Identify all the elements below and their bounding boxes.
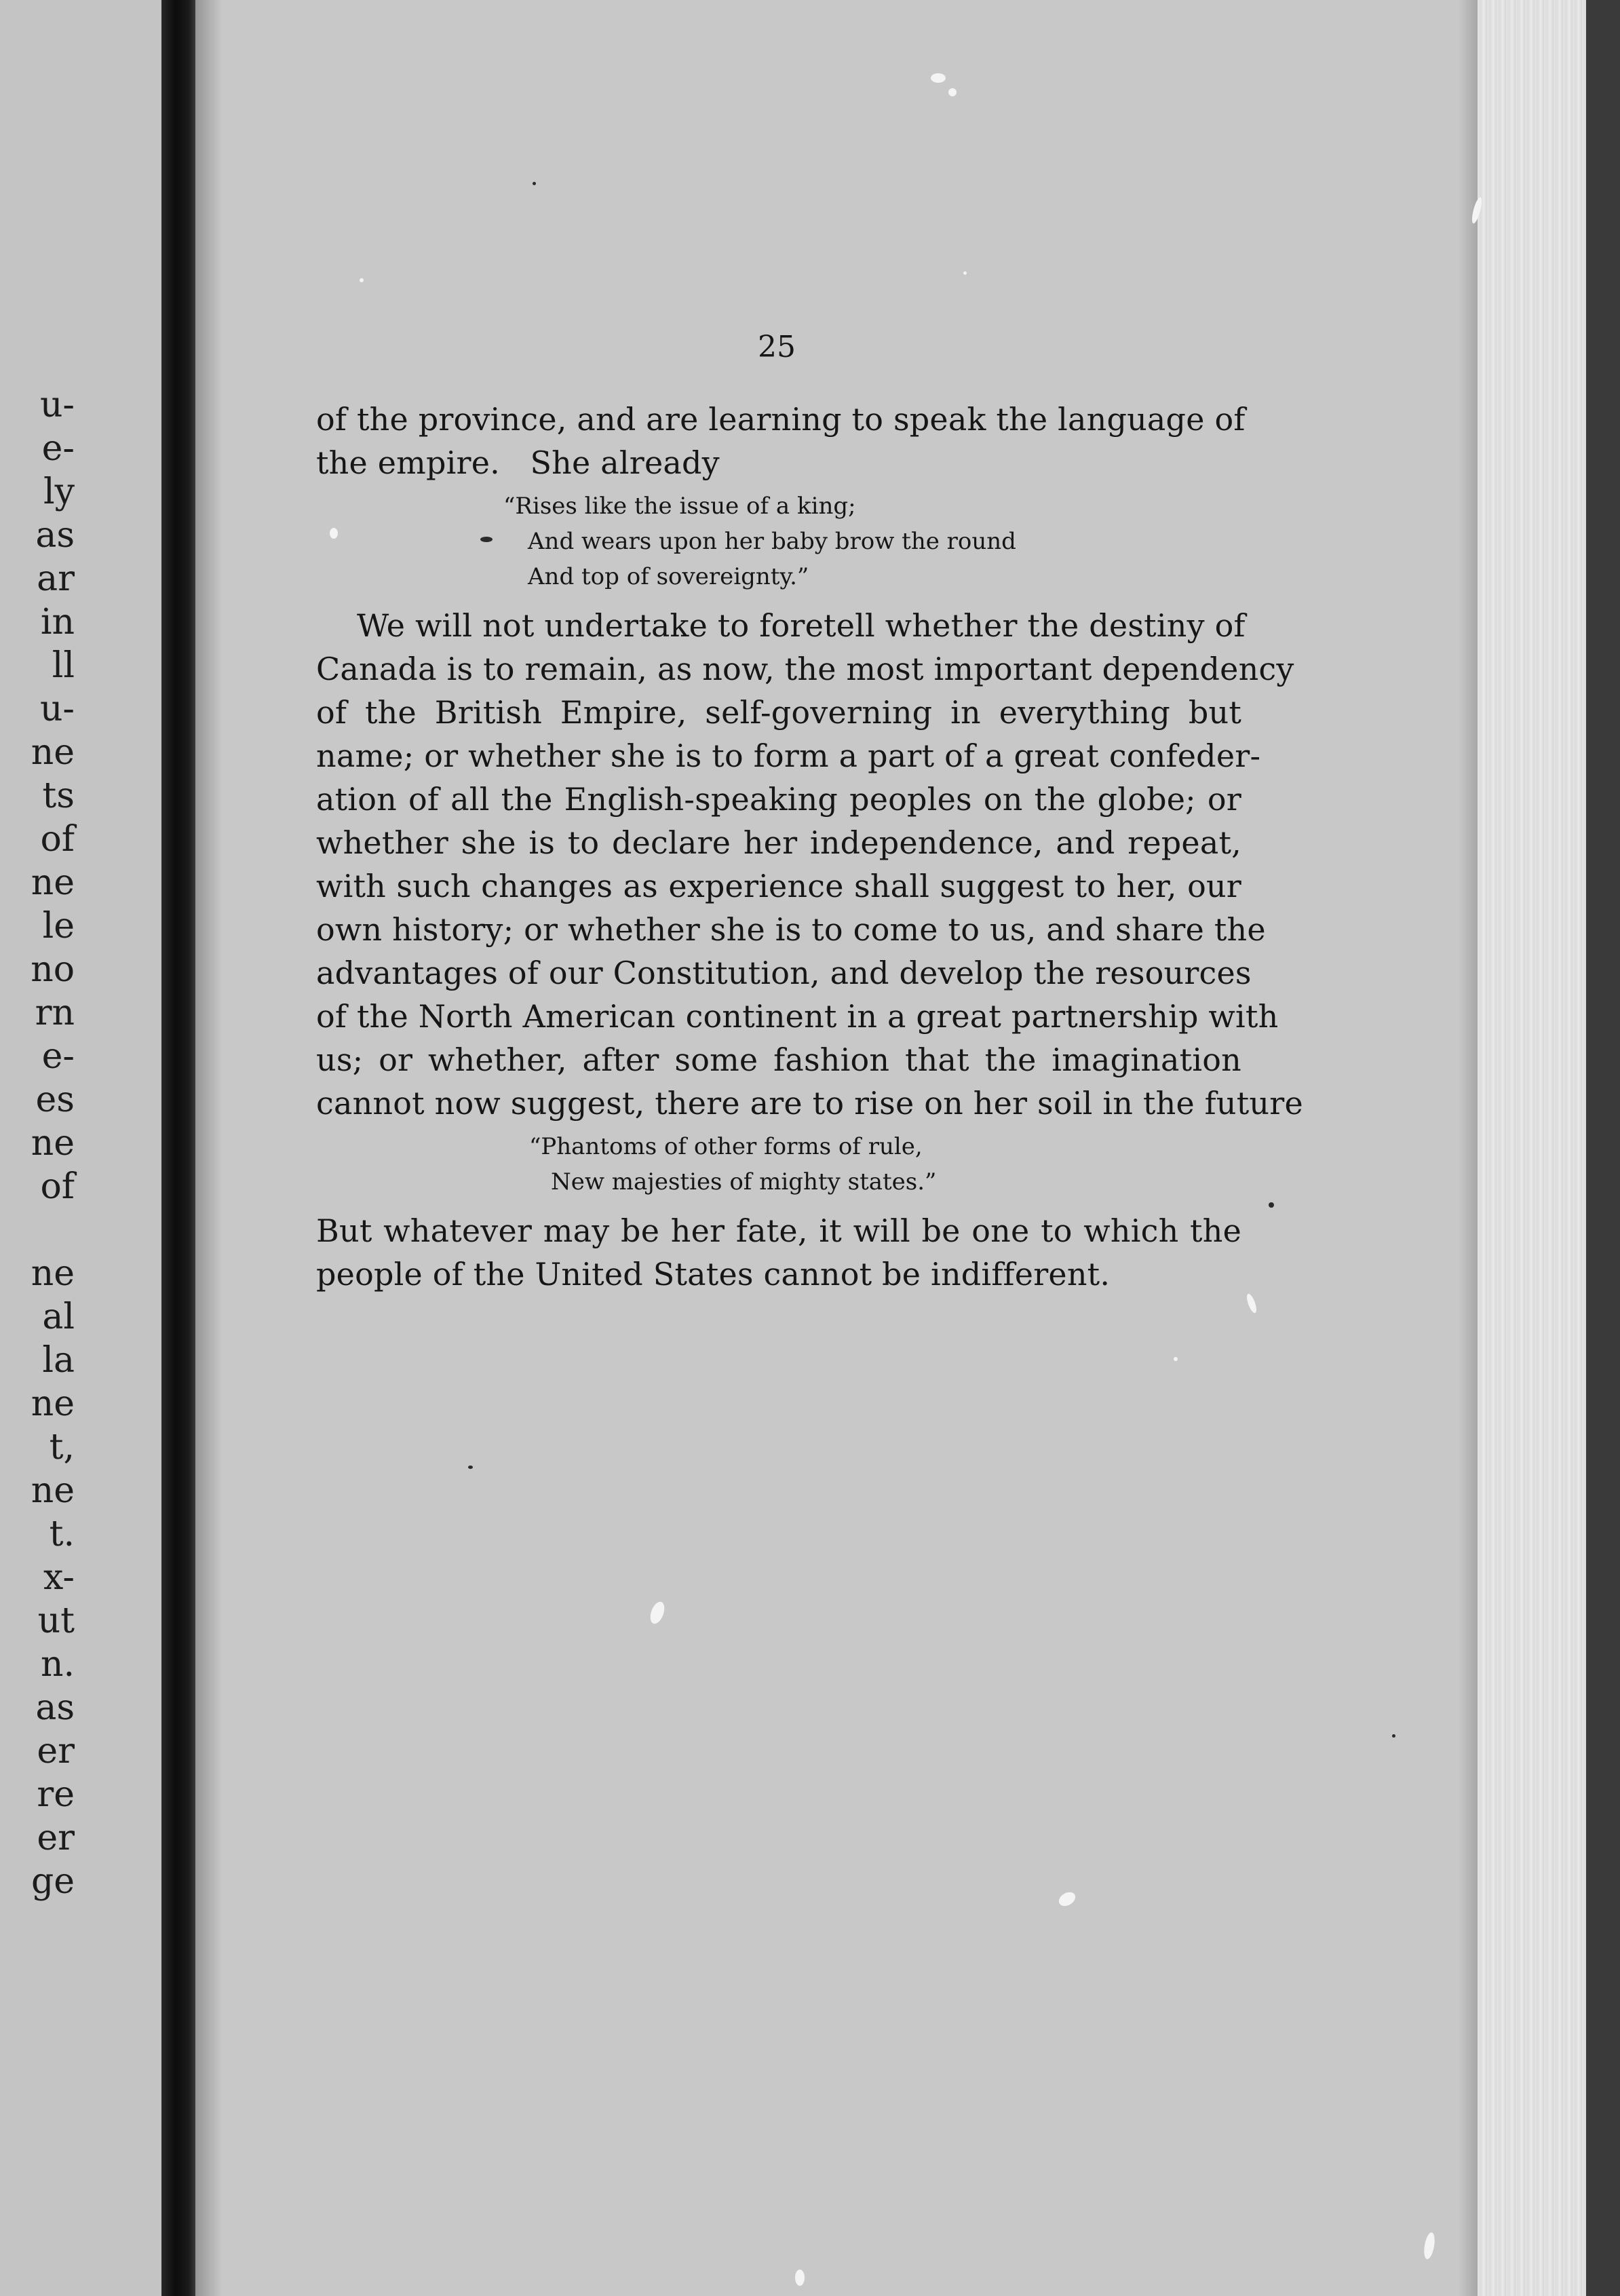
text-line: of the North American continent in a great partnership with	[316, 998, 1279, 1035]
margin-fragment: t,	[49, 1427, 75, 1468]
dust-speck	[360, 278, 364, 282]
margin-fragment: ne	[31, 1383, 75, 1424]
margin-fragment: ne	[31, 1253, 75, 1294]
margin-fragment: e-	[41, 1036, 75, 1077]
margin-fragment: as	[35, 1687, 75, 1728]
scan-outer-edge	[1586, 0, 1620, 2296]
margin-fragment: e-	[41, 428, 75, 469]
page-number: 25	[758, 330, 796, 364]
page-text	[316, 398, 1303, 1296]
verse-line: And top of sovereignty.”	[528, 563, 809, 590]
book-spine-gutter	[161, 0, 195, 2296]
margin-fragment: ne	[31, 1470, 75, 1511]
margin-fragment: la	[42, 1340, 75, 1381]
margin-fragment: ly	[43, 472, 75, 512]
margin-fragment: ts	[42, 776, 75, 816]
margin-fragment: no	[31, 949, 75, 990]
text-line: of the British Empire, self-governing in everything but	[316, 694, 1241, 731]
ink-speck	[1269, 1202, 1274, 1208]
margin-fragment: ge	[31, 1861, 75, 1902]
margin-gap	[0, 1208, 75, 1252]
margin-fragment: es	[35, 1079, 75, 1120]
margin-fragment: re	[37, 1774, 75, 1815]
dust-speck	[1174, 1357, 1178, 1361]
text-line: name; or whether she is to form a part of a great confeder-	[316, 738, 1261, 774]
ink-speck	[468, 1466, 473, 1469]
text-line: ation of all the English-speaking peoples on the globe; or	[316, 781, 1241, 818]
ink-speck	[1392, 1734, 1395, 1738]
text-line: cannot now suggest, there are to rise on her soil in the future	[316, 1085, 1303, 1122]
margin-fragment: ar	[37, 558, 75, 599]
paragraph	[316, 398, 1246, 484]
verse-line: “Phantoms of other forms of rule,	[529, 1133, 923, 1160]
text-line: of the province, and are learning to speak the language of	[316, 401, 1246, 438]
left-page-margin-text	[0, 383, 75, 1903]
margin-fragment: le	[42, 906, 75, 946]
gutter-shadow	[195, 0, 223, 2296]
margin-fragment: of	[40, 1166, 75, 1207]
dust-speck	[963, 271, 967, 275]
margin-fragment: of	[40, 819, 75, 860]
ink-speck	[480, 537, 493, 542]
margin-fragment: ll	[52, 645, 75, 686]
text-line: Canada is to remain, as now, the most important dependency	[316, 651, 1294, 687]
ink-speck	[533, 182, 536, 185]
text-line: the empire. She already	[316, 444, 720, 481]
paragraph	[316, 604, 1303, 1125]
dust-speck	[948, 88, 957, 96]
margin-fragment: ne	[31, 732, 75, 773]
margin-fragment: in	[40, 602, 75, 643]
page-block-edges	[1478, 0, 1586, 2296]
dust-speck	[330, 528, 338, 539]
text-line: with such changes as experience shall suggest to her, our	[316, 868, 1241, 904]
text-line: people of the United States cannot be indifferent.	[316, 1256, 1111, 1293]
verse-line: New majesties of mighty states.”	[551, 1168, 937, 1195]
dust-speck	[795, 2270, 805, 2286]
dust-speck	[931, 73, 946, 83]
verse-quote	[316, 1129, 1241, 1200]
verse-line: “Rises like the issue of a king;	[503, 493, 856, 520]
text-line: whether she is to declare her independence, and repeat,	[316, 824, 1241, 861]
margin-fragment: er	[37, 1731, 75, 1772]
margin-fragment: t.	[49, 1514, 75, 1554]
text-line: advantages of our Constitution, and develop the resources	[316, 955, 1252, 991]
margin-fragment: n.	[40, 1644, 75, 1685]
text-line: We will not undertake to foretell whether the destiny of	[357, 607, 1246, 644]
margin-fragment: rn	[35, 993, 75, 1033]
margin-fragment: al	[42, 1297, 75, 1337]
verse-quote	[316, 489, 1241, 594]
margin-fragment: er	[37, 1818, 75, 1858]
paragraph	[316, 1209, 1241, 1296]
text-line: But whatever may be her fate, it will be one to which the	[316, 1212, 1241, 1249]
verse-line: And wears upon her baby brow the round	[528, 528, 1016, 555]
margin-fragment: ne	[31, 862, 75, 903]
margin-fragment: ut	[37, 1601, 75, 1641]
margin-fragment: u-	[39, 689, 75, 729]
margin-fragment: x-	[43, 1557, 75, 1598]
page-edge-shadow	[1459, 0, 1479, 2296]
left-page-fragment	[0, 0, 161, 2296]
margin-fragment: as	[35, 515, 75, 556]
margin-fragment: u-	[39, 385, 75, 425]
text-line: us; or whether, after some fashion that the imagination	[316, 1041, 1241, 1078]
margin-fragment: ne	[31, 1123, 75, 1164]
text-line: own history; or whether she is to come to us, and share the	[316, 911, 1266, 948]
